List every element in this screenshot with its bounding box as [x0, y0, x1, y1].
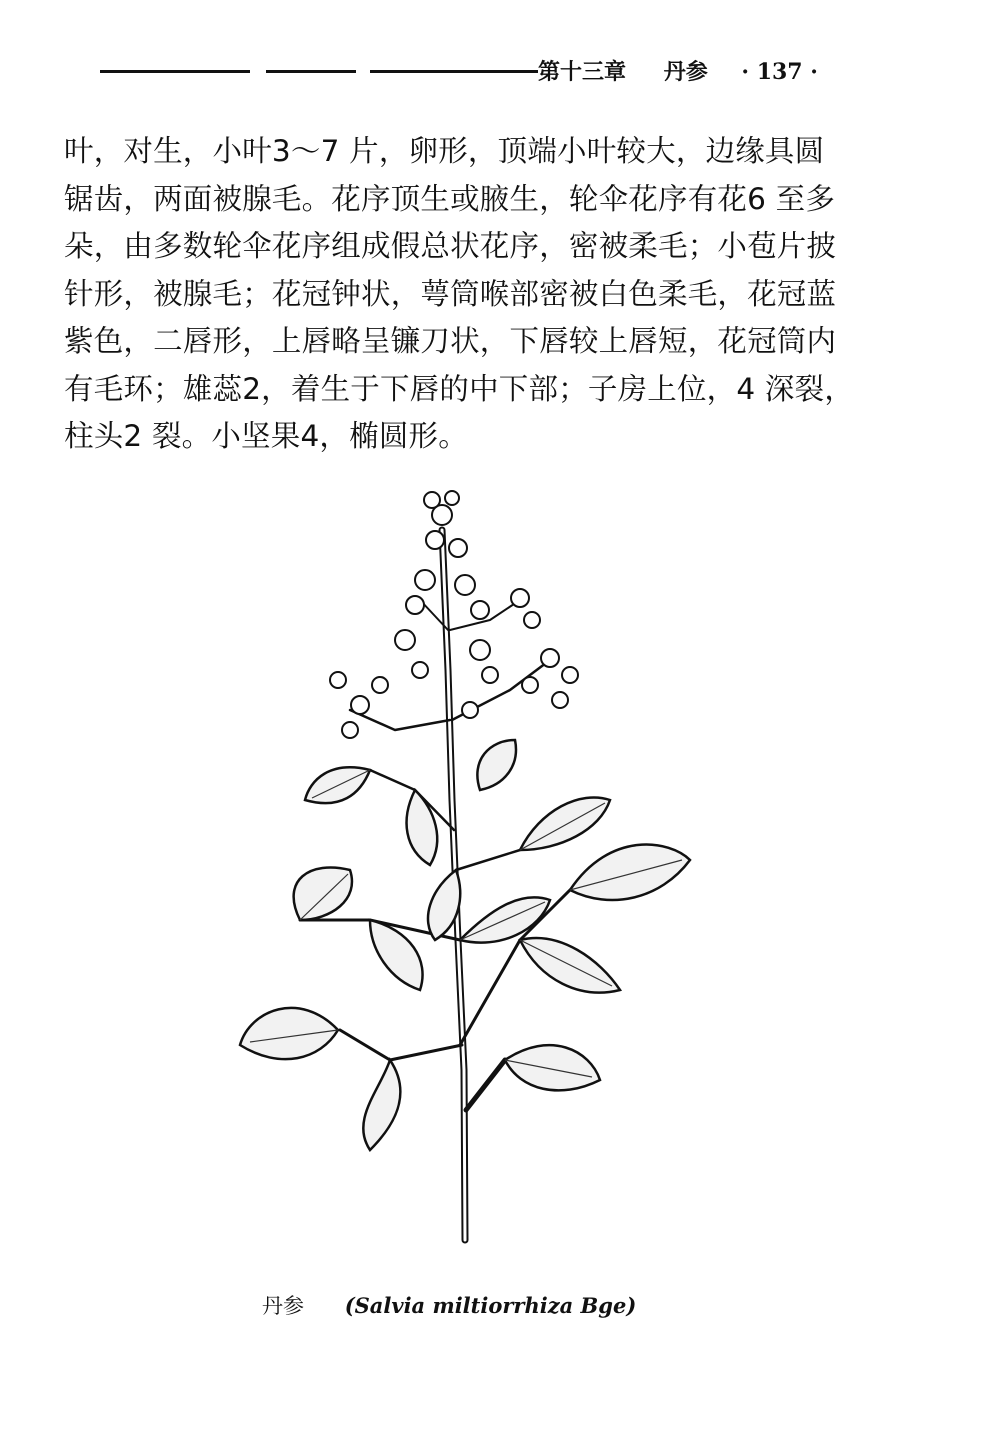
caption-latin: (Salvia miltiorrhiza Bge)	[344, 1293, 637, 1318]
body-line: 针形，被腺毛；花冠钟状，萼筒喉部密被白色柔毛，花冠蓝	[64, 276, 837, 311]
page-number: · 137 ·	[741, 59, 818, 85]
body-paragraph	[64, 128, 904, 461]
caption-chinese: 丹参	[262, 1294, 304, 1318]
body-line: 有毛环；雄蕊2，着生于下唇的中下部；子房上位，4 深裂，	[64, 371, 855, 406]
header-rule-segment	[370, 70, 538, 73]
body-line: 叶，对生，小叶3～7 片，卵形，顶端小叶较大，边缘具圆	[64, 134, 825, 168]
figure-caption	[262, 1288, 636, 1324]
body-line: 紫色，二唇形，上唇略呈镰刀状，下唇较上唇短，花冠筒内	[64, 324, 837, 358]
header-rule-segment	[100, 70, 250, 73]
body-line: 柱头2 裂。小坚果4，椭圆形。	[64, 419, 468, 453]
header-rule-segment	[266, 70, 356, 73]
running-header	[100, 52, 860, 92]
header-text	[538, 52, 818, 92]
body-line: 朵，由多数轮伞花序组成假总状花序，密被柔毛；小苞片披	[64, 229, 837, 263]
plant-figure	[220, 470, 740, 1250]
drug-title: 丹参	[663, 59, 708, 85]
salvia-plant-illustration	[220, 470, 740, 1250]
chapter-title: 第十三章	[538, 59, 627, 85]
body-line: 锯齿，两面被腺毛。花序顶生或腋生，轮伞花序有花6 至多	[64, 181, 836, 216]
